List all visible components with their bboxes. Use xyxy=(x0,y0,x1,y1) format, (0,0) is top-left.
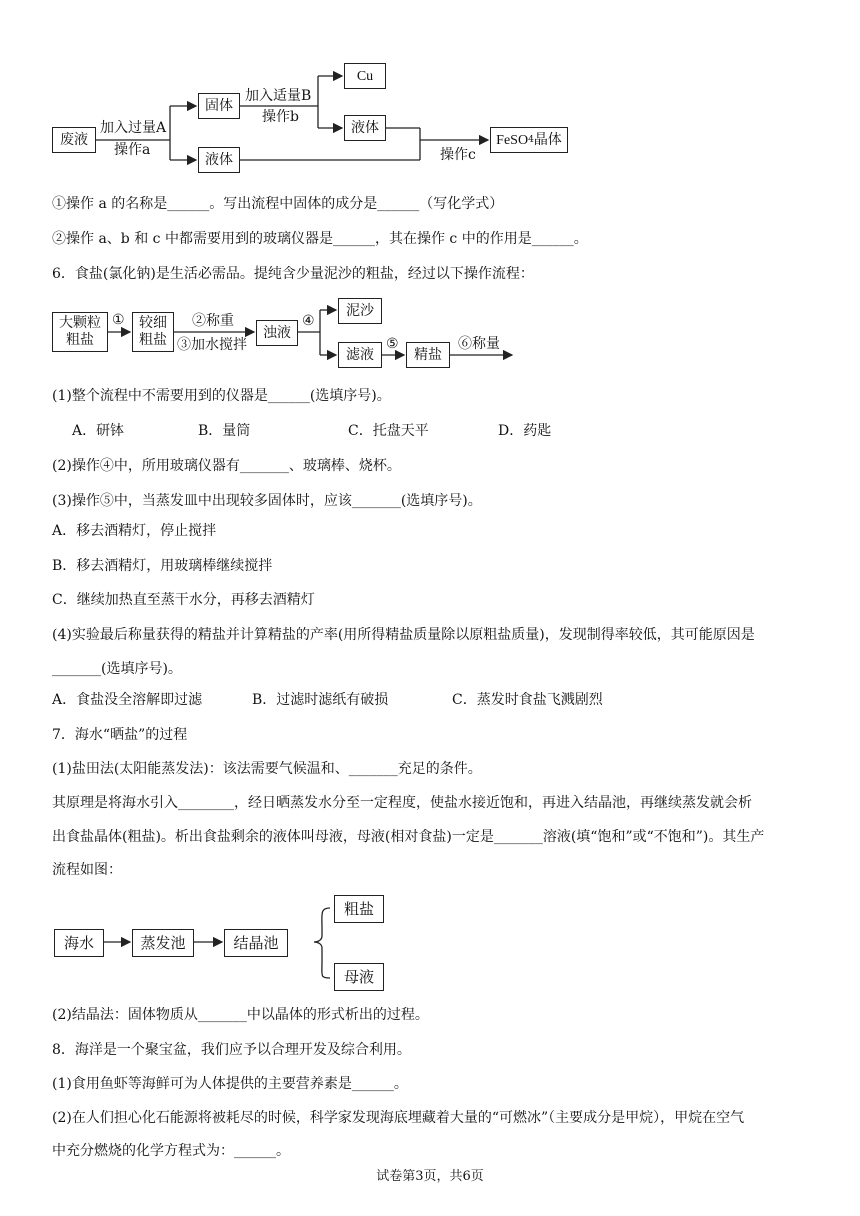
q8-part2-line2: 中充分燃烧的化学方程式为：______。 xyxy=(52,1143,290,1159)
seawater-box: 海水 xyxy=(54,929,104,957)
q6-p1-option-a: A．研钵 xyxy=(72,423,125,439)
q6-part3: (3)操作⑤中，当蒸发皿中出现较多固体时，应该_______(选填序号)。 xyxy=(52,493,482,509)
q7-part1: (1)盐田法(太阳能蒸发法)：该法需要气候温和、_______充足的条件。 xyxy=(52,761,482,777)
q7-stem: 7．海水“晒盐”的过程 xyxy=(52,727,188,743)
q6-part1: (1)整个流程中不需要用到的仪器是______(选填序号)。 xyxy=(52,388,391,404)
liquid-box-1: 液体 xyxy=(198,147,240,173)
q7-part1-line3: 出食盐晶体(粗盐)。析出食盐剩余的液体叫母液，母液(相对食盐)一定是_______溶液(填“饱和”或“不饱和”)。其生产 xyxy=(52,829,765,845)
q6-p1-option-c: C．托盘天平 xyxy=(348,423,429,439)
q6-part2: (2)操作④中，所用玻璃仪器有_______、玻璃棒、烧杯。 xyxy=(52,458,401,474)
add-excess-a-label: 加入过量A xyxy=(100,120,167,136)
q6-p4-option-c: C．蒸发时食盐飞溅剧烈 xyxy=(452,692,603,708)
q6-p3-option-a: A．移去酒精灯，停止搅拌 xyxy=(52,523,217,539)
large-crude-salt-box: 大颗粒 粗盐 xyxy=(52,312,108,352)
q6-p4-option-a: A．食盐没全溶解即过滤 xyxy=(52,692,203,708)
mother-liquor-box: 母液 xyxy=(334,963,384,991)
fine-crude-salt-box: 较细 粗盐 xyxy=(132,312,174,352)
sediment-box: 泥沙 xyxy=(338,298,382,324)
operation-c-label: 操作c xyxy=(440,147,476,163)
q6-p3-option-c: C．继续加热直至蒸干水分，再移去酒精灯 xyxy=(52,592,315,608)
crystallization-pond-box: 结晶池 xyxy=(224,929,288,957)
step-6-weigh-label: ⑥称量 xyxy=(458,336,500,352)
evaporation-pond-box: 蒸发池 xyxy=(132,929,194,957)
page-footer: 试卷第3页，共6页 xyxy=(376,1169,484,1184)
q6-p3-option-b: B．移去酒精灯，用玻璃棒继续搅拌 xyxy=(52,558,273,574)
q8-part2-line1: (2)在人们担心化石能源将被耗尽的时候，科学家发现海底埋藏着大量的“可燃冰”（主要成分是甲烷），甲烷在空气 xyxy=(52,1110,745,1126)
q8-part1: (1)食用鱼虾等海鲜可为人体提供的主要营养素是______。 xyxy=(52,1076,408,1092)
q6-part4-line1: (4)实验最后称量获得的精盐并计算精盐的产率(用所得精盐质量除以原粗盐质量)，发现制得率较低，其可能原因是 xyxy=(52,627,755,643)
q6-part4-line2: _______(选填序号)。 xyxy=(52,661,182,677)
step-2-weigh-label: ②称重 xyxy=(192,313,234,329)
waste-liquid-box: 废液 xyxy=(52,127,96,153)
step-5-label: ⑤ xyxy=(386,336,399,352)
q7-part1-line4: 流程如图： xyxy=(52,862,122,878)
q7-part1-line2: 其原理是将海水引入________，经日晒蒸发水分至一定程度，使盐水接近饱和，再进入结晶池，再继续蒸发就会析 xyxy=(52,795,752,811)
q6-p4-option-b: B．过滤时滤纸有破损 xyxy=(252,692,389,708)
q6-stem: 6．食盐(氯化钠)是生活必需品。提纯含少量泥沙的粗盐，经过以下操作流程： xyxy=(52,266,534,282)
q5-part2: ②操作 a、b 和 c 中都需要用到的玻璃仪器是______，其在操作 c 中的作用是______。 xyxy=(52,231,588,247)
q8-stem: 8．海洋是一个聚宝盆，我们应予以合理开发及综合利用。 xyxy=(52,1042,411,1058)
q6-p1-option-d: D．药匙 xyxy=(498,423,552,439)
filtrate-box: 滤液 xyxy=(338,342,382,368)
operation-b-label: 操作b xyxy=(262,109,299,125)
step-4-label: ④ xyxy=(302,313,315,329)
add-proper-b-label: 加入适量B xyxy=(245,88,312,104)
q7-part2: (2)结晶法：固体物质从_______中以晶体的形式析出的过程。 xyxy=(52,1007,429,1023)
operation-a-label: 操作a xyxy=(114,142,151,158)
cu-box: Cu xyxy=(344,63,386,89)
turbid-liquid-box: 浊液 xyxy=(256,320,298,346)
step-1-label: ① xyxy=(112,312,125,328)
liquid-box-2: 液体 xyxy=(344,115,386,141)
step-3-dissolve-label: ③加水搅拌 xyxy=(177,337,247,353)
q5-part1: ①操作 a 的名称是______。写出流程中固体的成分是______（写化学式） xyxy=(52,196,504,212)
solid-box: 固体 xyxy=(198,93,240,119)
feso4-crystal-box: FeSO 4 晶体 xyxy=(490,127,568,153)
refined-salt-box: 精盐 xyxy=(406,342,450,368)
q6-p1-option-b: B．量筒 xyxy=(198,423,251,439)
crude-salt-box: 粗盐 xyxy=(334,895,384,923)
